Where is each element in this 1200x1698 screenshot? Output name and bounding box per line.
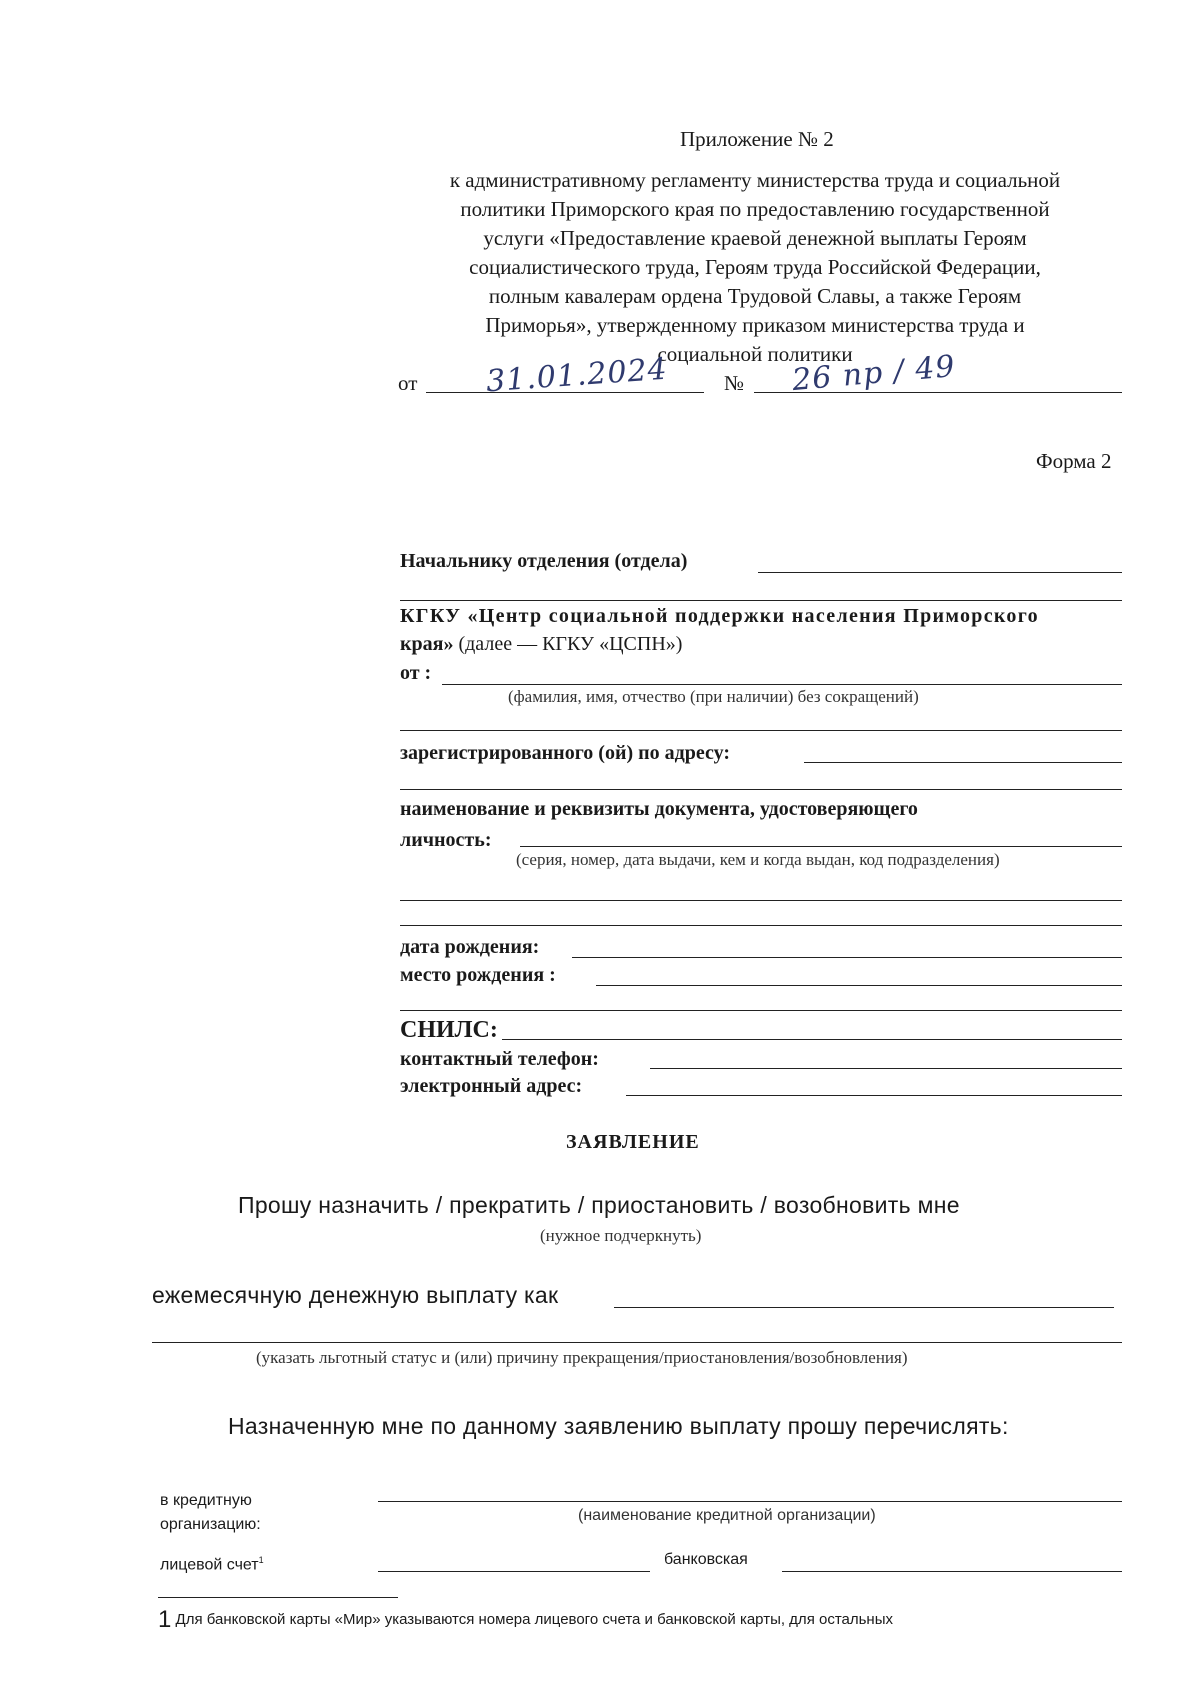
transfer-text: Назначенную мне по данному заявлению выплату прошу перечислять: xyxy=(228,1413,1009,1439)
regulation-text xyxy=(395,166,1115,369)
date-prefix: от xyxy=(398,371,418,395)
head-line xyxy=(758,572,1122,573)
bank-card-label: банковская xyxy=(664,1551,748,1568)
payment-line-2 xyxy=(152,1342,1122,1343)
regulation-line: услуги «Предоставление краевой денежной выплаты Героям xyxy=(483,226,1027,250)
doc-label-2: личность: xyxy=(400,829,492,851)
regulation-line: политики Приморского края по предоставлению государственной xyxy=(460,197,1050,221)
appendix-title: Приложение № 2 xyxy=(680,127,834,151)
regulation-line: к административному регламенту министерства труда и социальной xyxy=(449,168,1061,192)
account-label xyxy=(160,1555,264,1574)
phone-label: контактный телефон: xyxy=(400,1048,599,1070)
birth-date-line xyxy=(572,957,1122,958)
email-label: электронный адрес: xyxy=(400,1075,583,1097)
number-prefix: № xyxy=(724,371,745,395)
regulation-line: социальной политики xyxy=(657,342,853,366)
underline-hint: (нужное подчеркнуть) xyxy=(540,1226,702,1245)
head-line-2 xyxy=(400,600,1122,601)
registered-label: зарегистрированного (ой) по адресу: xyxy=(400,742,731,764)
payment-line xyxy=(614,1307,1114,1308)
from-line-2 xyxy=(400,730,1122,731)
doc-line-3 xyxy=(400,925,1122,926)
head-label: Начальнику отделения (отдела) xyxy=(400,550,688,572)
org-name: КГКУ «Центр социальной поддержки населения Приморского xyxy=(400,605,1039,627)
payment-text: ежемесячную денежную выплату как xyxy=(152,1282,559,1308)
email-line xyxy=(626,1095,1122,1096)
from-label: от : xyxy=(400,662,432,684)
regulation-line: полным кавалерам ордена Трудовой Славы, а также Героям xyxy=(488,284,1022,308)
birth-place-line xyxy=(596,985,1122,986)
org-name-rest: (далее — КГКУ «ЦСПН») xyxy=(453,633,683,655)
footnote-number: 1 xyxy=(158,1606,172,1633)
registered-line xyxy=(804,762,1122,763)
from-line xyxy=(442,684,1122,685)
birth-date-label: дата рождения: xyxy=(400,936,540,958)
doc-hint: (серия, номер, дата выдачи, кем и когда выдан, код подразделения) xyxy=(516,850,1000,869)
birth-place-line-2 xyxy=(400,1010,1122,1011)
credit-org-line xyxy=(378,1501,1122,1502)
regulation-line: Приморья», утвержденному приказом министерства труда и xyxy=(485,313,1025,337)
credit-hint: (наименование кредитной организации) xyxy=(578,1507,876,1524)
request-text: Прошу назначить / прекратить / приостановить / возобновить мне xyxy=(238,1192,960,1218)
registered-line-2 xyxy=(400,789,1122,790)
credit-org-line-1: в кредитную xyxy=(160,1492,252,1509)
phone-line xyxy=(650,1068,1122,1069)
footnote-separator xyxy=(158,1597,398,1598)
form-label: Форма 2 xyxy=(1036,449,1112,473)
credit-org-line-2: организацию: xyxy=(160,1516,261,1533)
account-footnote-ref: 1 xyxy=(258,1555,264,1565)
snils-label: СНИЛС: xyxy=(400,1017,498,1043)
doc-line xyxy=(520,846,1122,847)
status-hint: (указать льготный статус и (или) причину прекращения/приостановления/возобновления) xyxy=(256,1348,908,1367)
date-handwritten: 31.01.2024 xyxy=(485,351,669,400)
number-handwritten: 26 пр / 49 xyxy=(790,348,957,399)
credit-org-label xyxy=(160,1489,261,1537)
from-hint: (фамилия, имя, отчество (при наличии) без сокращений) xyxy=(508,687,919,706)
account-line xyxy=(378,1571,650,1572)
statement-title: ЗАЯВЛЕНИЕ xyxy=(566,1131,700,1153)
regulation-line: социалистического труда, Героям труда Российской Федерации, xyxy=(469,255,1041,279)
snils-line xyxy=(502,1039,1122,1040)
org-name-bold: края» xyxy=(400,633,454,655)
footnote xyxy=(158,1606,893,1634)
footnote-text: Для банковской карты «Мир» указываются номера лицевого счета и банковской карты, для остальных xyxy=(175,1610,893,1628)
birth-place-label: место рождения : xyxy=(400,964,556,986)
org-name-2 xyxy=(400,633,682,656)
bank-card-line xyxy=(782,1571,1122,1572)
doc-line-2 xyxy=(400,900,1122,901)
doc-label: наименование и реквизиты документа, удостоверяющего xyxy=(400,798,918,820)
account-text: лицевой счет xyxy=(160,1556,259,1574)
